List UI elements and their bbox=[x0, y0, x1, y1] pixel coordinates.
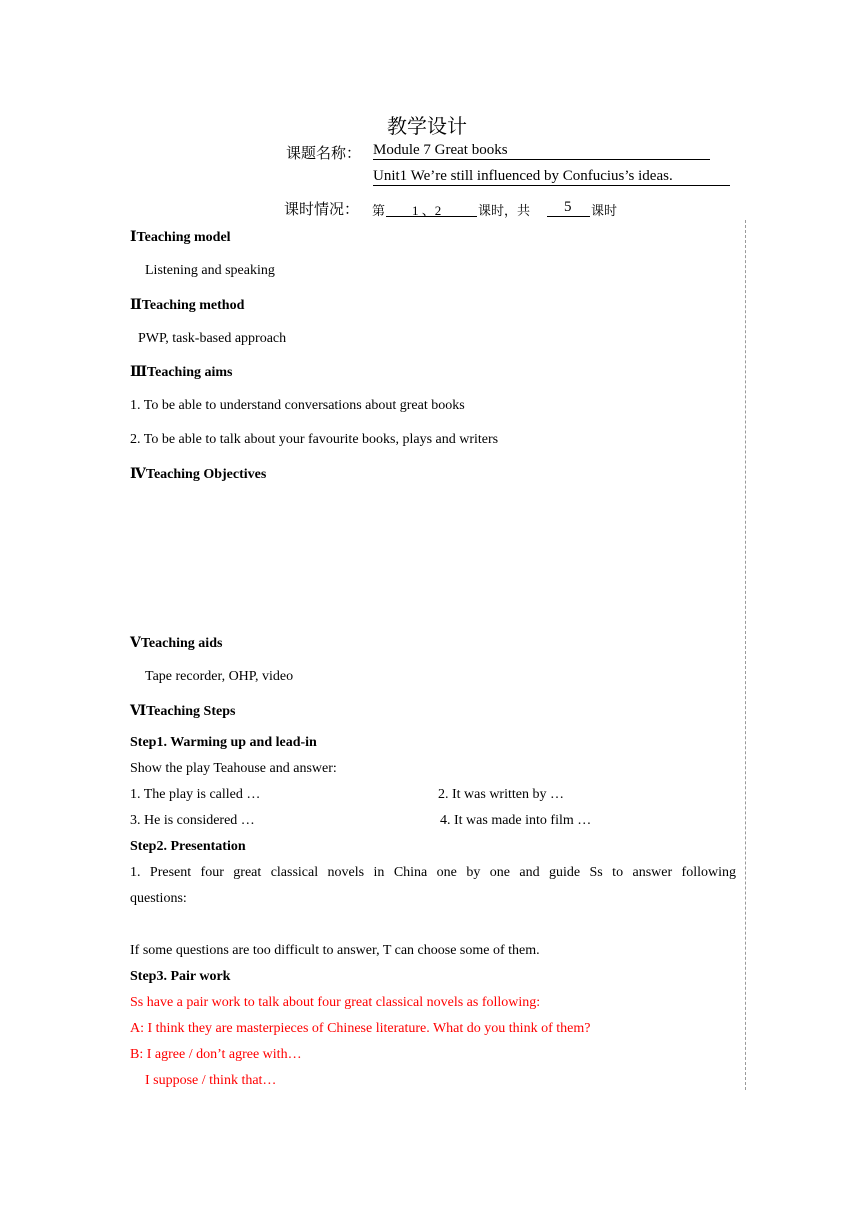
topic-line-2: Unit1 We’re still influenced by Confucius’s ideas. bbox=[373, 168, 673, 184]
step3-line-3: B: I agree / don’t agree with… bbox=[130, 1047, 302, 1062]
step1-question-2: 2. It was written by … bbox=[438, 787, 564, 802]
document-title: 教学设计 bbox=[387, 114, 467, 138]
step2-line-2: questions: bbox=[130, 891, 187, 906]
period-label: 课时情况： bbox=[284, 200, 360, 218]
period-value: 1 、2 bbox=[412, 203, 442, 218]
topic-line-1: Module 7 Great books bbox=[373, 142, 508, 158]
step1-question-4: 4. It was made into film … bbox=[440, 813, 592, 828]
period-suffix: 课时 bbox=[591, 204, 618, 219]
heading-teaching-aims: ⅢTeaching aims bbox=[130, 365, 233, 380]
teaching-model-text: Listening and speaking bbox=[145, 263, 275, 278]
period-total: 5 bbox=[564, 199, 572, 215]
step3-line-4: I suppose / think that… bbox=[145, 1073, 277, 1088]
step2-line-1: 1. Present four great classical novels in China one by one and guide Ss to answer following bbox=[130, 865, 736, 880]
topic-line-2-underline bbox=[373, 185, 730, 186]
period-prefix: 第 bbox=[372, 204, 386, 219]
step3-line-1: Ss have a pair work to talk about four great classical novels as following: bbox=[130, 995, 541, 1010]
heading-teaching-aids: ⅤTeaching aids bbox=[130, 636, 223, 651]
period-mid: 课时，共 bbox=[478, 204, 531, 219]
page-margin-divider bbox=[745, 220, 746, 1090]
step1-intro: Show the play Teahouse and answer: bbox=[130, 761, 337, 776]
teaching-aids-text: Tape recorder, OHP, video bbox=[145, 669, 294, 684]
step1-question-1: 1. The play is called … bbox=[130, 787, 261, 802]
period-total-underline bbox=[547, 216, 590, 217]
teaching-aim-2: 2. To be able to talk about your favourite books, plays and writers bbox=[130, 432, 499, 447]
topic-label: 课题名称： bbox=[286, 144, 362, 162]
step1-question-3: 3. He is considered … bbox=[130, 813, 255, 828]
period-value-underline bbox=[386, 216, 477, 217]
step3-heading: Step3. Pair work bbox=[130, 969, 231, 984]
heading-teaching-model: ⅠTeaching model bbox=[130, 230, 231, 245]
topic-line-1-underline bbox=[373, 159, 710, 160]
step3-line-2: A: I think they are masterpieces of Chinese literature. What do you think of them? bbox=[130, 1021, 591, 1036]
step2-heading: Step2. Presentation bbox=[130, 839, 246, 854]
heading-teaching-method: ⅡTeaching method bbox=[130, 298, 245, 313]
step1-heading: Step1. Warming up and lead-in bbox=[130, 735, 317, 750]
heading-teaching-steps: ⅥTeaching Steps bbox=[130, 704, 236, 719]
teaching-aim-1: 1. To be able to understand conversations about great books bbox=[130, 398, 465, 413]
step2-note: If some questions are too difficult to answer, T can choose some of them. bbox=[130, 943, 540, 958]
heading-teaching-objectives: ⅣTeaching Objectives bbox=[130, 467, 267, 482]
teaching-method-text: PWP, task-based approach bbox=[138, 331, 287, 346]
